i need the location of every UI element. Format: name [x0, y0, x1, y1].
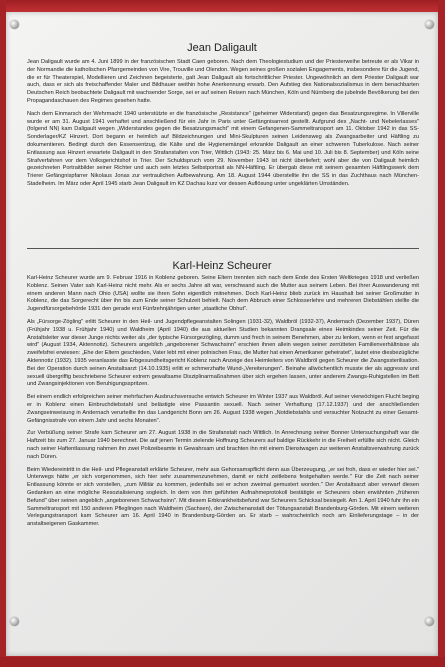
section-divider	[27, 248, 419, 249]
screw-icon	[10, 20, 19, 29]
section-body-scheurer	[27, 275, 419, 534]
frame-top	[0, 0, 445, 12]
memorial-plaque	[6, 12, 438, 656]
section-title-daligault: Jean Daligault	[187, 42, 257, 54]
section-body-daligault	[27, 59, 419, 194]
paragraph: Zur Verbüßung seiner Strafe kam Scheurer am 27. August 1938 in die Strafanstalt nach Wittlich. In Anrechnung seiner Bonner Untersuchungshaft war die Haftzeit bis zum 27. Januar 1940 berechnet. Die auf jenen Termin zielende Hoffnung Scheurers auf baldige Rückkehr in die Freiheit erfüllte sich nicht. Gleich nach seiner Haftentlassung nahmen ihn zwei Polizeibeamte in Gewahrsam und brachten ihn mit einem Dienstwagen zur weiteren Anstaltsverwahrung zurück nach Düren.	[27, 430, 419, 460]
paragraph: Nach dem Einmarsch der Wehrmacht 1940 unterstützte er die französische „Resistance" (geheimer Widerstand) gegen das Besatzungsregime. In Villerville wurde er am 31. August 1941 verhaftet und anschließend für ein Jahr in Paris unter Gefängnisarrest gestellt. Aufgrund des „Nacht- und Nebelerlasses" (folgend NN) kam Daligault wegen „Widerstandes gegen die Besatzungsmacht" mit einem Gefangenen-Sammeltransport am 11. Oktober 1942 in das SS-Sonderlager/KZ Hinzert. Dort begann er heimlich auf Bildzeichnungen und Mini-Skulpturen seinen Leidensweg als Zwangsarbeiter und Häftling zu dokumentieren. Bedingt durch den Essensentzug, die Kälte und die Hygienemängel erkrankte Daligault an einer schweren Tuberkulose. Nach seiner Entlassung aus Hinzert erwartete Daligault in den Strafanstalten von Trier, Wittlich (1943: 25. März bis 6. Mai und 10. Juli bis 8. September) und Köln seine Strafverfahren vor dem Volksgerichtshof in Trier. Der Schuldspruch vom 29. November 1943 ist nicht überliefert; wohl aber die von Daligault heimlich gezeichneten Portraitbilder seiner Richter und auch sein letztes Selbstportrait als NN-Häftling. Er übergab diese mit seinem gesamten Häftlingswerk dem Trierer Gefängnispfarrer Nikolaus Jonas zur vertraulichen Aufbewahrung. Am 18. August 1944 überstellte ihn die SS in das Zuchthaus nach München-Stadelheim. Im März oder April 1945 starb Jean Daligault im KZ Dachau kurz vor dessen Auflösung unter ungeklärten Umständen.	[27, 110, 419, 187]
screw-icon	[10, 617, 19, 626]
screw-icon	[425, 617, 434, 626]
paragraph: Karl-Heinz Scheurer wurde am 9. Februar 1916 in Koblenz geboren. Seine Eltern trennten sich nach dem Ende des Ersten Weltkrieges 1918 und verließen Koblenz. Seinen Vater sah Karl-Heinz nicht mehr. Als er sechs Jahre alt war, verschwand auch die Mutter aus seinem Leben. Bei ihrer Auswanderung mit einem anderen Mann nach Ohio (USA) wollte sie ihren Sohn eigentlich mitnehmen. Doch Karl-Heinz blieb zurück im Haushalt bei seiner Großmutter in Koblenz, die das Sorgerecht über ihn bis zum Ende seiner Schulzeit behielt. Nach dem Abbruch einer Schlosserlehre und mehreren Diebstählen stellte die Jugendfürsorgebehörde 1931 den gerade erst Fünfzehnjährigen unter „staatliche Obhut".	[27, 275, 419, 313]
frame-bottom	[0, 657, 445, 667]
paragraph: Bei einem endlich erfolgreichen seiner mehrfachen Ausbruchsversuche entwich Scheurer im Winter 1937 aus Waldbröl. Auf seiner vierwöchigen Flucht beging er in Koblenz einen Einbruchdiebstahl und belästigte eine Passantin sexuell. Nach seiner Verhaftung (17.12.1937) und der anschließenden Zwangseinweisung in Andernach verurteilte ihn das Landgericht Bonn am 26. August 1938 wegen „Notdiebstahls und versuchter Notzucht zu einer Gesamt-Gefängnisstrafe von einem Jahr und sechs Monaten".	[27, 394, 419, 424]
paragraph: Als „Fürsorge-Zögling" erlitt Scheurer in den Heil- und Jugendpflegeanstalten Solingen (1931-32), Waldbröl (1932-37), Andernach (Dezember 1937), Düren (Frühjahr 1938 u. Frühjahr 1940) und Waldheim (April 1940) die aus aktuellen Studien bekannten Drangsale eines Heimkindes seiner Zeit. Für die Anstaltsleiter war dieser Junge nichts weiter als „der typische Fürsorgezögling, dumm und frech in seinem Benehmen, aber zu lenken, wenn er fest angefasst wird" (August 1934, Aktennotiz). Scheurers angeblich „angeborener Schwachsinn" erschien ihnen allein wegen seiner zerrütteten Familienverhältnisse als zweifelsfrei erwiesen: „Ehe der Eltern geschieden, Vater lebt mit einer polnischen Frau, die Mutter hat einen Amerikaner geheiratet", lautet eine diesbezügliche Aktennotiz (1932). 1935 veranlasste das Erbgesundheitsgericht Koblenz nach Anzeige des Heimleiters von Waldbröl gegen Scheurer die Zwangssterilisation. Bei der Operation durch seinen Anstaltsarzt (14.10.1935) erlitt er schmerzhafte Wund-„Vereiterungen". Beinahe allwöchentlich musste der als aggressiv und sexuell übergriffig beschriebene Scheurer extrem gewaltsame Disziplinarmaßnahmen über sich ergehen lassen, unter anderem Zwangs-Ruhigstellen im Bett und Zwangsinjektionen von Beruhigungsspritzen.	[27, 318, 419, 388]
section-title-scheurer: Karl-Heinz Scheurer	[172, 260, 272, 272]
frame-right	[438, 0, 445, 667]
screw-icon	[425, 20, 434, 29]
paragraph: Beim Wiedereintritt in die Heil- und Pflegeanstalt erklärte Scheurer, mehr aus Gehorsamspflicht denn aus Überzeugung, „er sei froh, dass er wieder hier sei." Unterwegs hätte „er sich vorgenommen, sich hier sehr zusammenzunehmen, damit er nicht zeitlebens festgehalten werde." Für die Zeit nach seiner Entlassung könnte er sich vorstellen, „zum Militär zu kommen, jedenfalls sei er schon zweimal gemustert worden." Der Anstaltsarzt aber verwarf diesen Gedanken an eine mögliche Resozialisierung sogleich. In dem von ihm geführten Aufnahmeprotokoll bestätigte er Scheurers oben erwähnten „früheren Befund" über seinen angeblich „angeborenen Schwachsinn". Mit diesem Erbkrankheitsbefund war Scheurers Schicksal besiegelt. Am 1. April 1940 fuhr ihn ein Sammeltransport mit 150 anderen Pfleglingen nach Waldheim (Sachsen), der Zwischenanstalt der Tötungsanstalt Brandenburg-Görden. Mit einem weiteren Verlegungstransport kam Scheurer am 16. April 1940 in Brandenburg-Görden an. Er starb – wahrscheinlich noch am Einlieferungstage – in der anstaltseigenen Gaskammer.	[27, 466, 419, 528]
paragraph: Jean Daligault wurde am 4. Juni 1899 in der französischen Stadt Caen geboren. Nach dem Theologiestudium und der Priesterweihe betreute er als Vikar in der Normandie die katholischen Pfarrgemeinden von Vire, Trouville und Olendon. Wegen seines großen sozialen Engagements, insbesondere für die Jugend, die er für Theaterspiel, Modellieren und Zeichnen begeisterte, galt Jean Daligault als fortschrittlicher Priester. Ungewöhnlich an dem Priester Daligault war auch, dass er sich als freischaffender Maler und Bildhauer weithin hohe Anerkennung erwarb. Den Aufstieg des Nationalsozialismus in dem benachbarten Deutschen Reich beobachtete Daligault mit wachsender Sorge, sei er auf seinen Reisen nach München, Köln und Nürnberg die jubelnde Bevölkerung bei den Propagandaschauen des Regimes gesehen hatte.	[27, 59, 419, 104]
